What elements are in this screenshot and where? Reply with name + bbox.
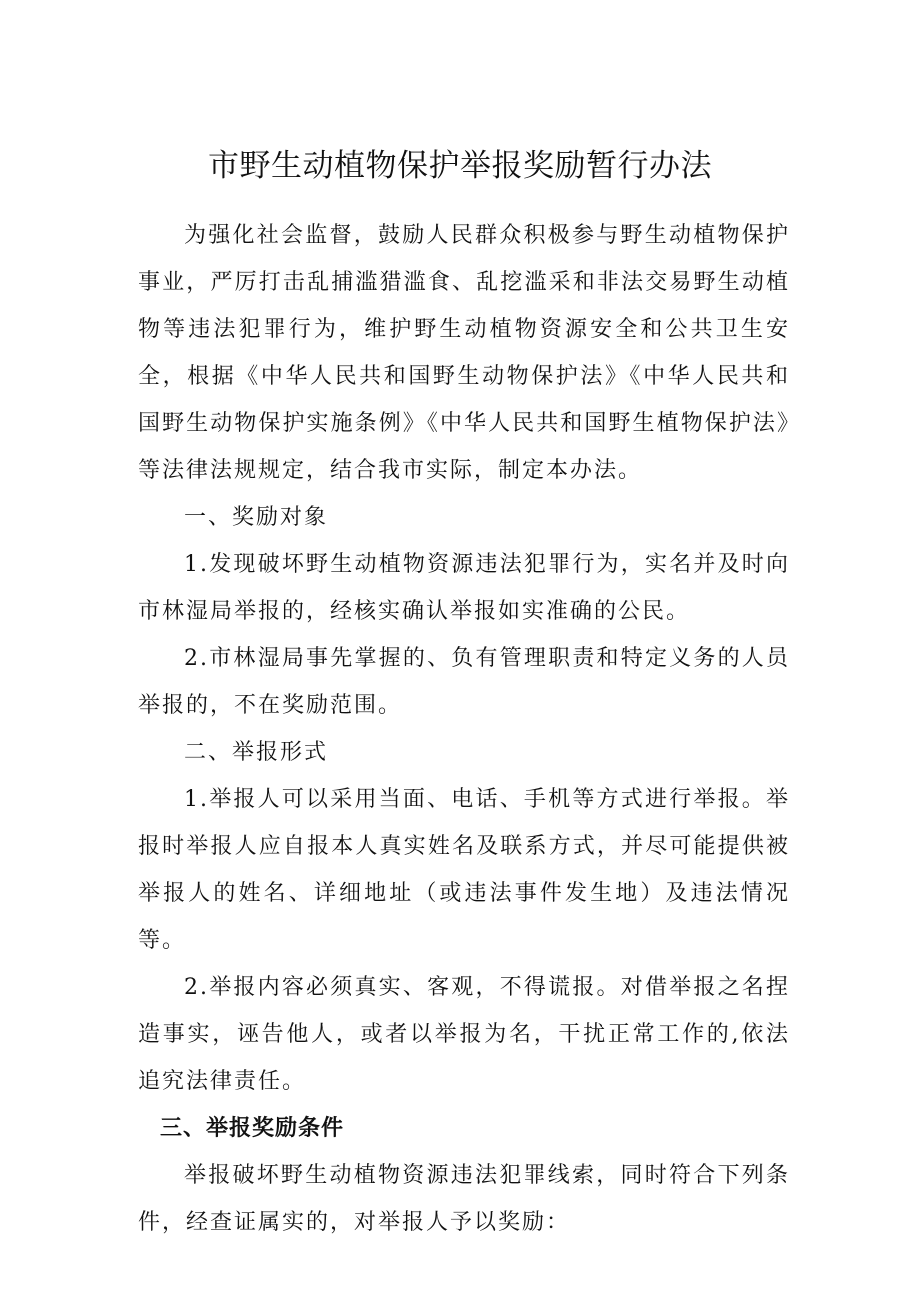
section-heading-2: 二、举报形式 [184, 740, 329, 765]
section-heading-1: 一、奖励对象 [184, 505, 329, 530]
section-2-item-1: 1.举报人可以采用当面、电话、手机等方式进行举报。举报时举报人应自报本人真实姓名及联系方式，并尽可能提供被举报人的姓名、详细地址（或违法事件发生地）及违法情况等。 [138, 787, 790, 953]
page-title: 市野生动植物保护举报奖励暂行办法 [208, 148, 712, 184]
section-3-intro: 举报破坏野生动植物资源违法犯罪线索，同时符合下列条件，经查证属实的，对举报人予以奖励： [138, 1163, 790, 1235]
intro-paragraph: 为强化社会监督，鼓励人民群众积极参与野生动植物保护事业，严厉打击乱捕滥猎滥食、乱挖滥采和非法交易野生动植物等违法犯罪行为，维护野生动植物资源安全和公共卫生安全，根据《中华人民共和国野生动物保护法》《中华人民共和国野生动物保护实施条例》《中华人民共和国野生植物保护法》等法律法规规定，结合我市实际，制定本办法。 [138, 223, 790, 483]
section-1-item-1: 1.发现破坏野生动植物资源违法犯罪行为，实名并及时向市林湿局举报的，经核实确认举报如实准确的公民。 [138, 552, 790, 624]
section-1-item-2: 2.市林湿局事先掌握的、负有管理职责和特定义务的人员举报的，不在奖励范围。 [138, 646, 790, 718]
document-body [138, 212, 790, 1246]
section-2-item-2: 2.举报内容必须真实、客观，不得谎报。对借举报之名捏造事实，诬告他人，或者以举报为名，干扰正常工作的,依法追究法律责任。 [138, 975, 790, 1094]
section-heading-3: 三、举报奖励条件 [160, 1116, 345, 1141]
